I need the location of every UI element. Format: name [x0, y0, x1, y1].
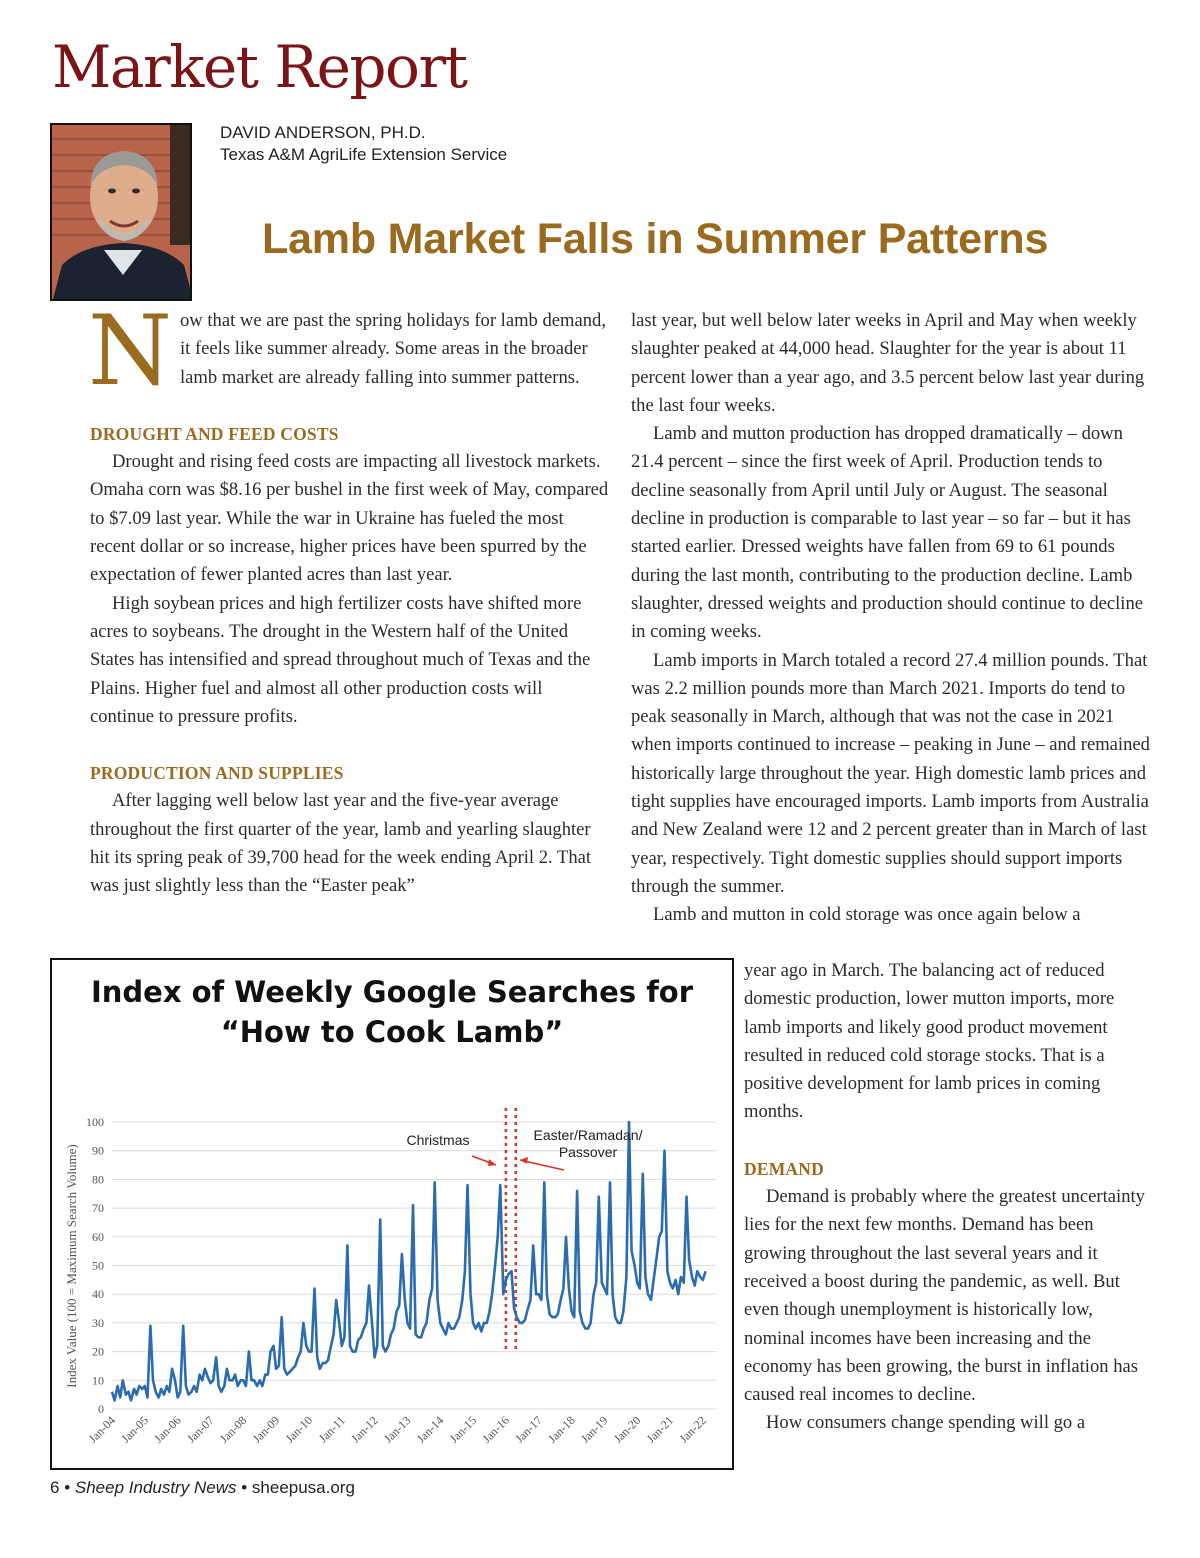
masthead: Market Report: [52, 33, 467, 101]
x-tick-label: Jan-04: [85, 1413, 119, 1446]
x-tick-label: Jan-22: [676, 1413, 709, 1446]
chart-svg: [52, 960, 732, 1468]
y-tick-label: 90: [92, 1143, 104, 1158]
magazine-name: Sheep Industry News: [74, 1478, 237, 1497]
annotation-christmas: Christmas: [406, 1132, 470, 1148]
x-tick-label: Jan-15: [446, 1413, 480, 1446]
x-tick-label: Jan-08: [216, 1413, 250, 1446]
y-tick-label: 60: [92, 1229, 104, 1244]
article-headline: Lamb Market Falls in Summer Patterns: [262, 215, 1049, 263]
x-tick-label: Jan-13: [381, 1413, 414, 1446]
paragraph: year ago in March. The balancing act of reduced domestic production, lower mutton imports, more lamb imports and likely good product movement resulted in reduced cold storage stocks. That is a positive development for lamb prices in coming months.: [744, 960, 1115, 1123]
x-tick-label: Jan-17: [512, 1413, 545, 1446]
series-layer: [112, 1122, 706, 1400]
series-line: [112, 1122, 706, 1400]
paragraph: How consumers change spending will go a: [766, 1412, 1086, 1434]
author-affiliation: Texas A&M AgriLife Extension Service: [220, 145, 508, 164]
paragraph: Lamb imports in March totaled a record 27.4 million pounds. That was 2.2 million pounds more than March 2021. Imports do tend to peak seasonally in March, although that was not the case in 2021 when imports continued to increase – peaking in June – and remained historically large throughout the year. High domestic lamb prices and tight supplies have encouraged imports. Lamb imports from Australia and New Zealand were 12 and 2 percent greater than in March of last year, respectively. Tight domestic supplies should support imports through the summer.: [631, 649, 1150, 897]
paragraph: High soybean prices and high fertilizer costs have shifted more acres to soybeans. The drought in the Western half of the United States has intensified and spread throughout much of Texas and the Plains. Higher fuel and almost all other production costs will continue to pressure profits.: [90, 592, 591, 727]
annotation-arrowhead: [520, 1157, 528, 1164]
y-tick-label: 50: [92, 1258, 104, 1273]
intro-paragraph: [88, 295, 610, 407]
y-tick-label: 100: [86, 1115, 104, 1129]
y-tick-label: 80: [92, 1172, 104, 1187]
website: sheepusa.org: [251, 1478, 355, 1497]
paragraph: Demand is probably where the greatest uncertainty lies for the next few months. Demand has been growing throughout the last several years and it received a boost during the pandemic, as well. But even though unemployment is historically low, nominal incomes have been increasing and the economy has been growing, the burst in inflation has caused real incomes to decline.: [744, 1186, 1145, 1406]
paragraph: Drought and rising feed costs are impacting all livestock markets. Omaha corn was $8.16 per bushel in the first week of May, compared to $7.09 last year. While the war in Ukraine has fueled the most recent dollar or so increase, higher prices have been spurred by the expectation of fewer planted acres than last year.: [90, 451, 609, 586]
chart-title-line1: Index of Weekly Google Searches for: [90, 975, 694, 1009]
author-name: DAVID ANDERSON, PH.D.: [220, 123, 426, 142]
paragraph: After lagging well below last year and the five-year average throughout the first quarter of the year, lamb and yearling slaughter hit its spring peak of 39,700 head for the week ending April 2. That was just slightly less than the “Easter peak”: [90, 790, 592, 897]
x-tick-label: Jan-06: [151, 1413, 184, 1446]
annotation-arrowhead: [488, 1159, 496, 1166]
page-footer: [50, 1478, 355, 1498]
column-right-lower: [744, 957, 1150, 1438]
x-tick-label: Jan-11: [315, 1413, 348, 1446]
paragraph: Lamb and mutton production has dropped dramatically – down 21.4 percent – since the first week of April. Production tends to decline seasonally from April until July or August. The seasonal decline in production is comparable to last year – so far – but it has started earlier. Dressed weights have fallen from 69 to 61 pounds during the last month, contributing to the production decline. Lamb slaughter, dressed weights and production should continue to decline in coming weeks.: [631, 423, 1144, 643]
x-tick-label: Jan-21: [643, 1413, 677, 1446]
section-heading-production: PRODUCTION AND SUPPLIES: [90, 763, 344, 784]
column-left: [88, 295, 610, 901]
chart-title-line2: “How to Cook Lamb”: [220, 1015, 564, 1049]
drop-cap: N: [88, 295, 172, 407]
y-tick-label: 20: [92, 1344, 104, 1359]
y-axis-label: Index Value (100 = Maximum Search Volume): [64, 1144, 79, 1388]
y-tick-label: 10: [92, 1373, 104, 1388]
paragraph: last year, but well below later weeks in April and May when weekly slaughter peaked at 44,000 head. Slaughter for the year is about 11 percent lower than a year ago, and 3.5 percent below last year during the last four weeks.: [631, 310, 1145, 416]
annotation-easter-line2: Passover: [558, 1144, 618, 1160]
annotation-easter-line1: Easter/Ramadan/: [533, 1127, 643, 1143]
page-number: 6: [50, 1478, 60, 1497]
y-tick-label: 0: [98, 1402, 104, 1416]
x-tick-label: Jan-09: [249, 1413, 283, 1446]
x-tick-label: Jan-20: [610, 1413, 644, 1446]
y-tick-label: 30: [92, 1315, 104, 1330]
byline: [220, 122, 507, 166]
x-tick-label: Jan-16: [479, 1413, 513, 1446]
author-photo: [50, 123, 192, 301]
column-right: [631, 307, 1151, 930]
x-tick-label: Jan-14: [413, 1413, 447, 1446]
intro-text: ow that we are past the spring holidays for lamb demand, it feels like summer already. Some areas in the broader lamb market are already falling into summer patterns.: [180, 310, 606, 388]
x-tick-label: Jan-10: [282, 1413, 316, 1446]
x-tick-label: Jan-12: [348, 1413, 381, 1446]
chart-figure: [50, 958, 734, 1470]
y-tick-label: 40: [92, 1287, 104, 1302]
event-marker-layer: [506, 1108, 516, 1352]
x-tick-label: Jan-07: [184, 1413, 217, 1446]
paragraph: Lamb and mutton in cold storage was once again below a: [653, 904, 1081, 926]
x-tick-label: Jan-18: [545, 1413, 578, 1446]
footer-separator: •: [64, 1478, 71, 1497]
section-heading-drought: DROUGHT AND FEED COSTS: [90, 423, 339, 444]
x-tick-label: Jan-05: [118, 1413, 151, 1446]
x-tick-label: Jan-19: [577, 1413, 611, 1446]
footer-separator: •: [241, 1478, 248, 1497]
section-heading-demand: DEMAND: [744, 1158, 824, 1179]
y-tick-label: 70: [92, 1201, 104, 1216]
